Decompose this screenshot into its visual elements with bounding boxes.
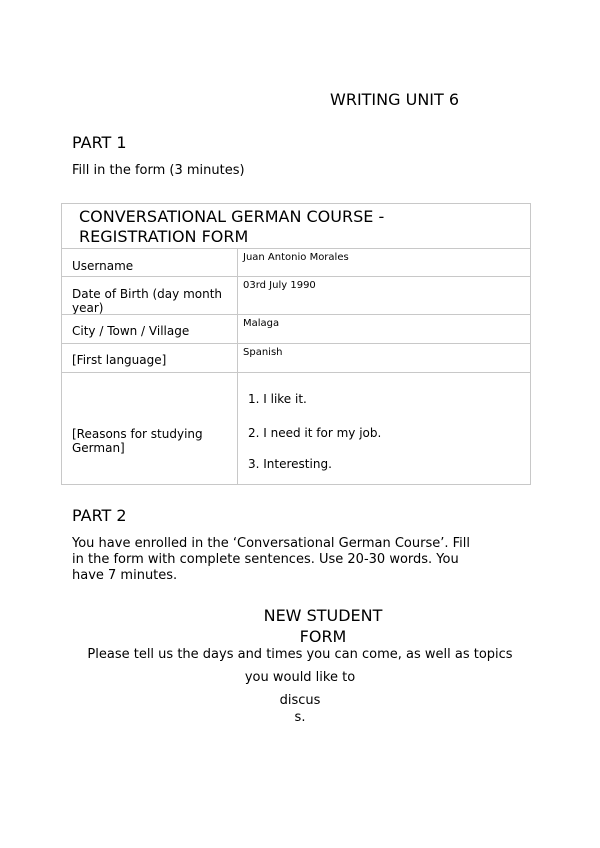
reasons-label [72, 427, 203, 455]
nsf-title-line1: NEW STUDENT [263, 606, 383, 625]
form-title [79, 207, 384, 247]
form-row-first-language [62, 343, 530, 373]
part2-text-line3: have 7 minutes. [72, 568, 178, 583]
reason-item[interactable]: 1. I like it. [248, 392, 307, 406]
nsf-prompt-line2: you would like to [244, 670, 356, 685]
part2-text-line1: You have enrolled in the ‘Conversational German Course’. Fill [72, 536, 471, 551]
form-row-city [62, 314, 530, 344]
username-value[interactable]: Juan Antonio Morales [243, 252, 349, 263]
form-row-reasons [62, 372, 530, 485]
reason-item[interactable]: 2. I need it for my job. [248, 426, 382, 440]
nsf-prompt-line1: Please tell us the days and times you can come, as well as topics [87, 647, 513, 662]
first-language-label: [First language] [72, 353, 167, 367]
dob-label-line2: year) [72, 301, 104, 315]
form-title-line1: CONVERSATIONAL GERMAN COURSE - [79, 207, 385, 226]
username-label: Username [72, 259, 134, 273]
part1-instruction: Fill in the form (3 minutes) [72, 163, 245, 178]
part1-heading: PART 1 [72, 133, 127, 152]
dob-label-line1: Date of Birth (day month [72, 287, 223, 301]
dob-label [72, 287, 222, 315]
dob-value[interactable]: 03rd July 1990 [243, 280, 316, 291]
reasons-label-line2: German] [72, 441, 125, 455]
first-language-value[interactable]: Spanish [243, 347, 283, 358]
city-value[interactable]: Malaga [243, 318, 280, 329]
form-row-username [62, 248, 530, 277]
new-student-form-title [223, 605, 423, 647]
form-row-dob [62, 276, 530, 315]
city-label: City / Town / Village [72, 324, 190, 338]
form-title-line2: REGISTRATION FORM [79, 227, 249, 246]
nsf-prompt-line3: discus [279, 693, 321, 708]
nsf-prompt-line4: s. [294, 710, 306, 725]
registration-form-table [61, 203, 531, 485]
part2-heading: PART 2 [72, 506, 127, 525]
nsf-title-line2: FORM [299, 627, 347, 646]
unit-title: WRITING UNIT 6 [330, 90, 460, 109]
part2-text-line2: in the form with complete sentences. Use 20-30 words. You [72, 552, 459, 567]
part2-instructions [72, 536, 522, 584]
reason-item[interactable]: 3. Interesting. [248, 457, 332, 471]
reasons-label-line1: [Reasons for studying [72, 427, 203, 441]
